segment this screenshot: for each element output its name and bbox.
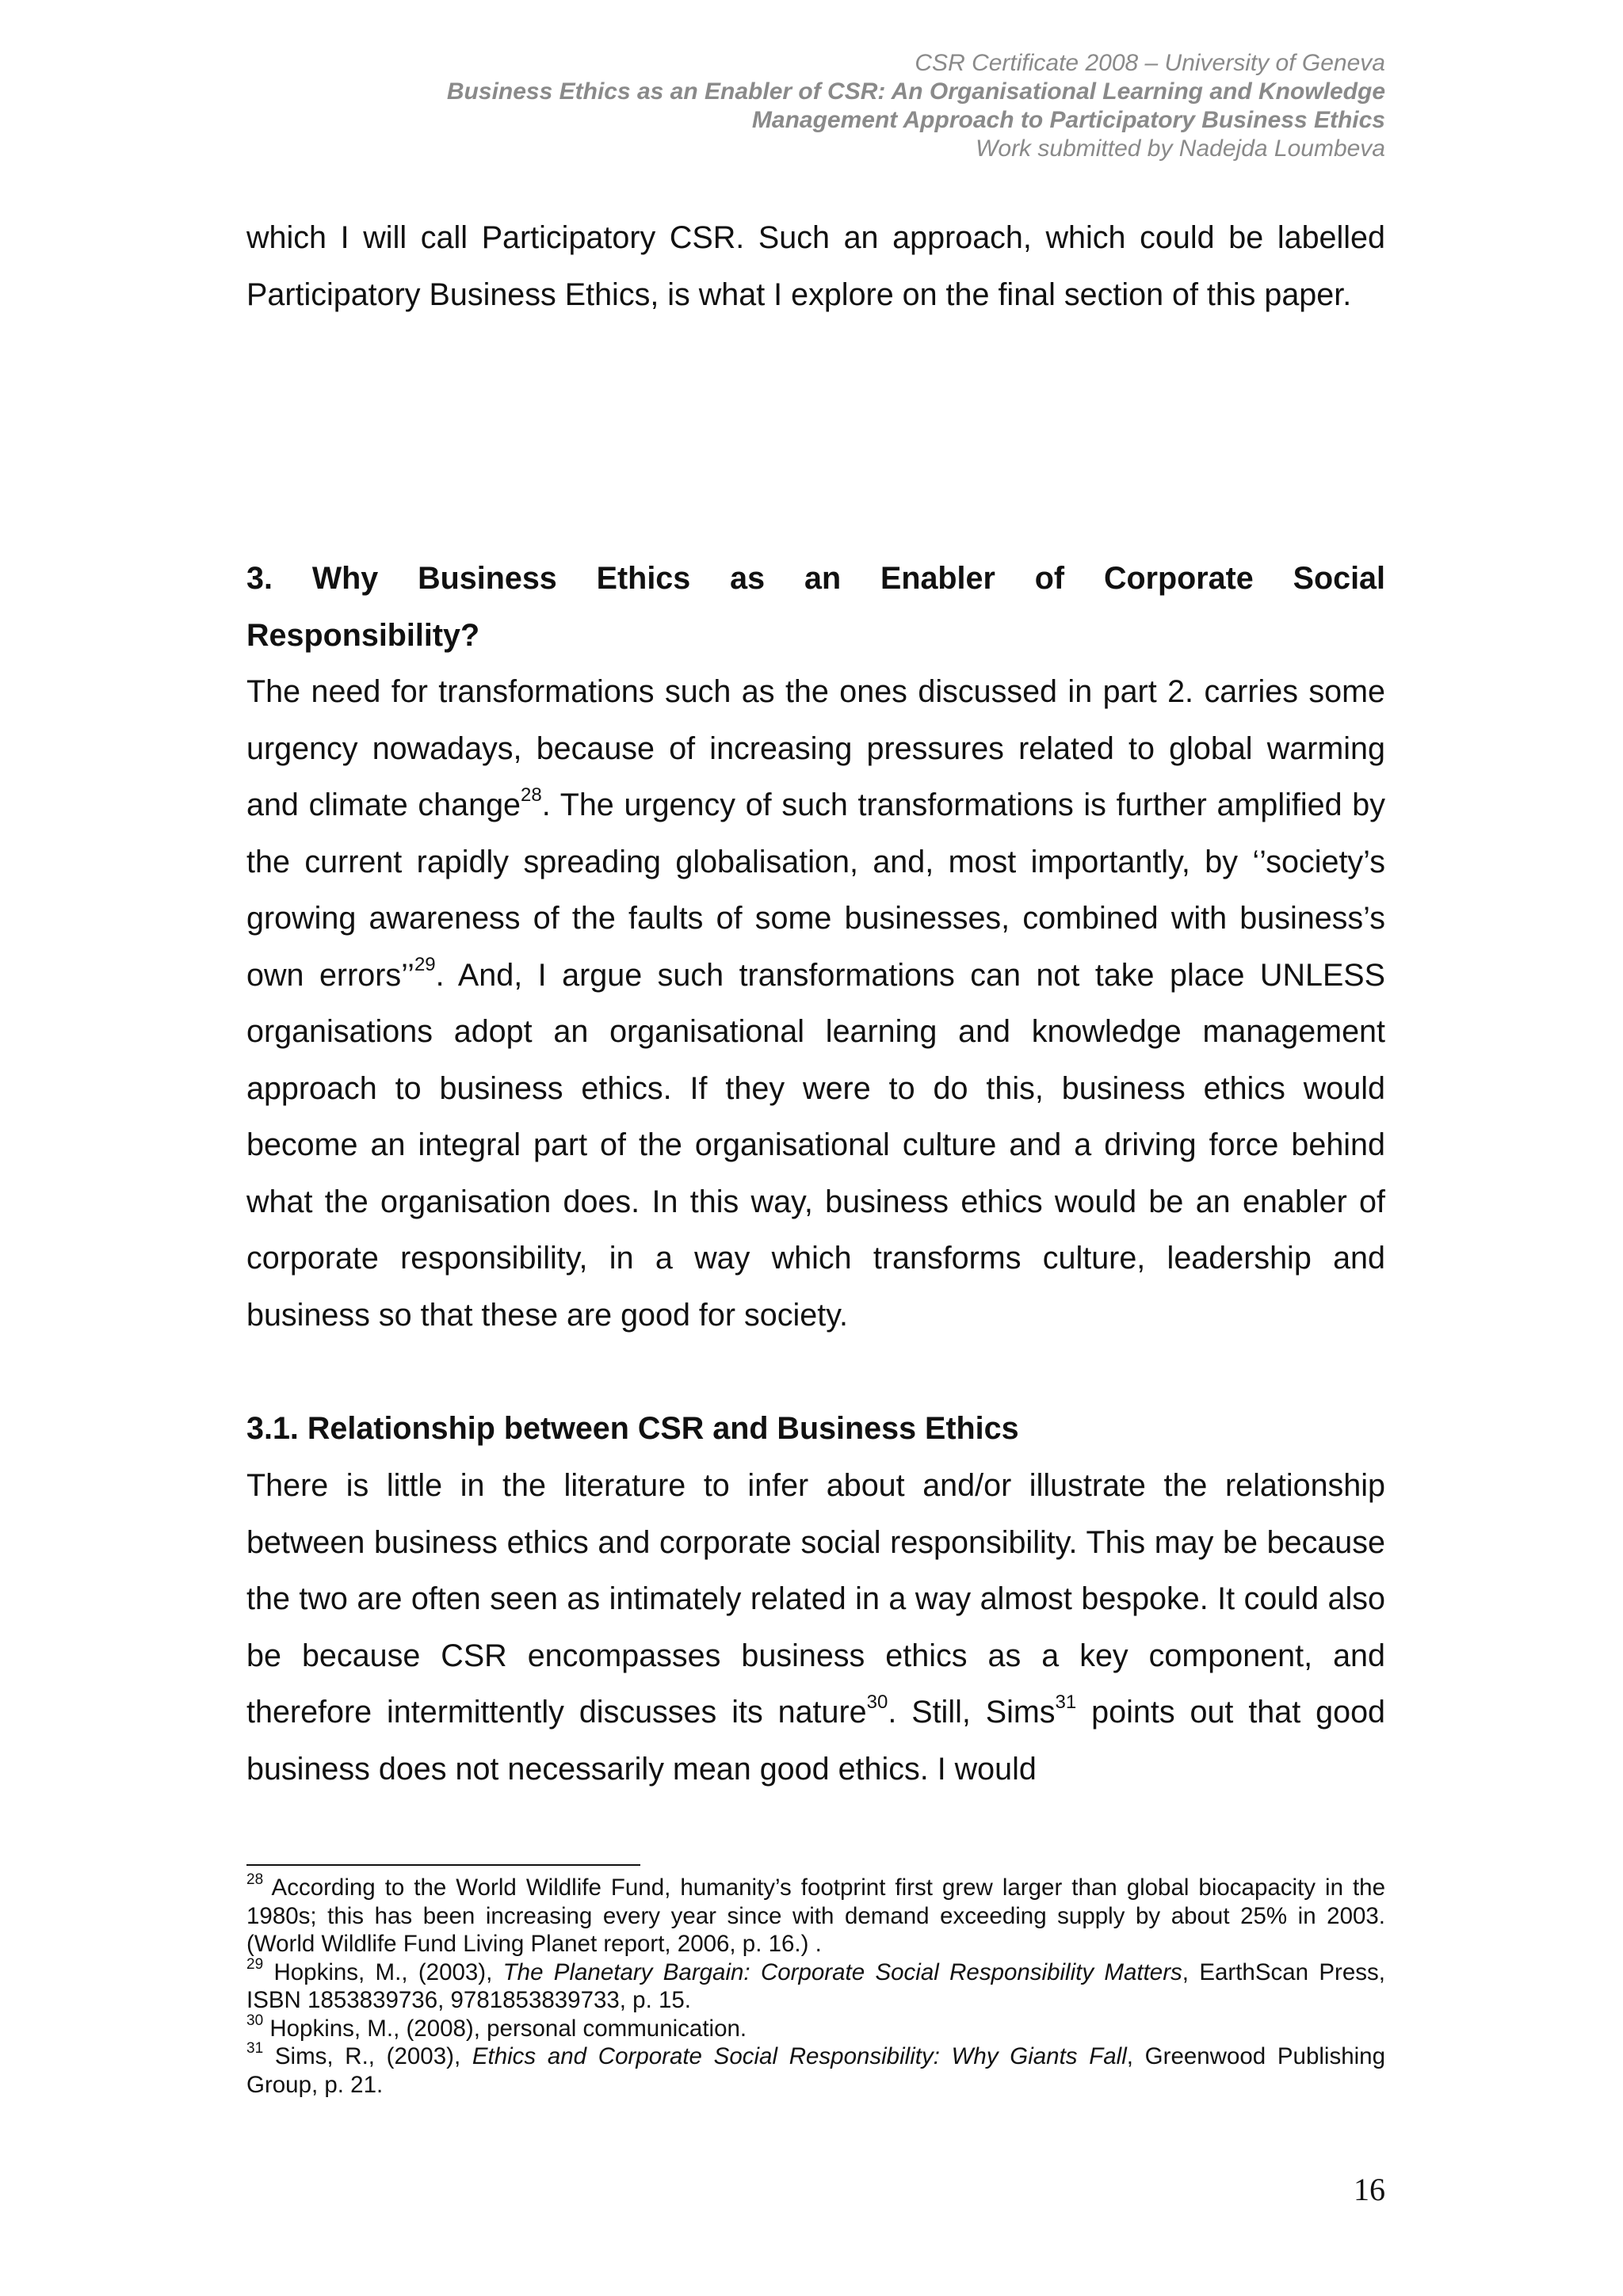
section-3-1-heading: 3.1. Relationship between CSR and Business Ethics (246, 1411, 1019, 1446)
footnotes (246, 1871, 1385, 2099)
header-title-line-2: Management Approach to Participatory Business Ethics (751, 107, 1385, 133)
footnote-ref-29[interactable]: 29 (414, 954, 436, 976)
section-3-text-c: . And, I argue such transformations can not take place UNLESS organisations adopt an organisational learning and knowledge management approach to business ethics. If they were to do this, business ethics would become an integral part of the organisational culture and a driving force behind what the organisation does. In this way, business ethics would be an enabler of corporate responsibility, in a way which transforms culture, leadership and business so that these are good for society. (246, 957, 1385, 1333)
section-3-heading-line-2: Responsibility? (246, 617, 480, 653)
header-title-line-1: Business Ethics as an Enabler of CSR: An Organisational Learning and Knowledge (446, 78, 1385, 105)
footnote-text: Sims, R., (2003), (263, 2043, 472, 2069)
section-3-paragraph (246, 664, 1385, 1344)
section-3-heading (246, 551, 1385, 664)
footnote-ref-30[interactable]: 30 (866, 1691, 888, 1713)
footnote-text: , EarthScan Press, ISBN 1853839736, 9781853839733, p. 15. (246, 1958, 1385, 2013)
footnote-31 (246, 2042, 1385, 2099)
section-3-1-text-a: There is little in the literature to infer about and/or illustrate the relationship between business ethics and corporate social responsibility. This may be because the two are often seen as intimately related in a way almost bespoke. It could also be because CSR encompasses business ethics as a key component, and therefore intermittently discusses its nature (246, 1468, 1385, 1730)
footnote-number: 31 (246, 2040, 264, 2058)
footnote-ref-28[interactable]: 28 (521, 784, 542, 806)
section-3-text-a: The need for transformations such as the ones discussed in part 2. carries some urgency nowadays, because of increasing pressures related to global warming and climate change (246, 674, 1385, 822)
section-3-1-paragraph (246, 1458, 1385, 1798)
page-number: 16 (1354, 2172, 1385, 2207)
footnote-number: 28 (246, 1871, 264, 1889)
header-author-line: Work submitted by Nadejda Loumbeva (976, 135, 1385, 162)
footnote-text: Hopkins, M., (2008), personal communication. (263, 2015, 747, 2042)
footnote-book-title: The Planetary Bargain: Corporate Social Responsibility Matters (502, 1958, 1182, 1985)
footnote-30 (246, 2012, 1385, 2043)
header-certificate-line: CSR Certificate 2008 – University of Geneva (915, 50, 1385, 76)
footnote-number: 29 (246, 1955, 264, 1973)
footnote-number: 30 (246, 2012, 264, 2029)
footnote-book-title: Ethics and Corporate Social Responsibility: Why Giants Fall (472, 2043, 1127, 2069)
running-header (197, 49, 1385, 163)
intro-paragraph: which I will call Participatory CSR. Such an approach, which could be labelled Participatory Business Ethics, is what I explore on the final section of this paper. (246, 220, 1385, 312)
footnote-29 (246, 1955, 1385, 2015)
section-3-1-text-c: points out that good business does not necessarily mean good ethics. I would (246, 1695, 1386, 1787)
footnote-text: , Greenwood Publishing Group, p. 21. (246, 2043, 1385, 2098)
footnote-28 (246, 1871, 1385, 1958)
section-3-heading-line-1: 3. Why Business Ethics as an Enabler of Corporate Social (246, 561, 1385, 596)
section-3-1-text-b: . Still, Sims (888, 1695, 1056, 1730)
footnote-text: Hopkins, M., (2003), (263, 1958, 503, 1985)
footnote-separator (246, 1864, 640, 1866)
section-3-text-b: . The urgency of such transformations is further amplified by the current rapidly spreading globalisation, and, most importantly, by ‘’society’s growing awareness of the faults of some businesses, combined with business’s own errors’’ (246, 788, 1386, 993)
footnote-ref-31[interactable]: 31 (1055, 1691, 1077, 1713)
footnote-text: According to the World Wildlife Fund, humanity’s footprint first grew larger than global biocapacity in the 1980s; this has been increasing every year since with demand exceeding supply by about 25% in 2003. (World Wildlife Fund Living Planet report, 2006, p. 16.) . (246, 1875, 1385, 1957)
